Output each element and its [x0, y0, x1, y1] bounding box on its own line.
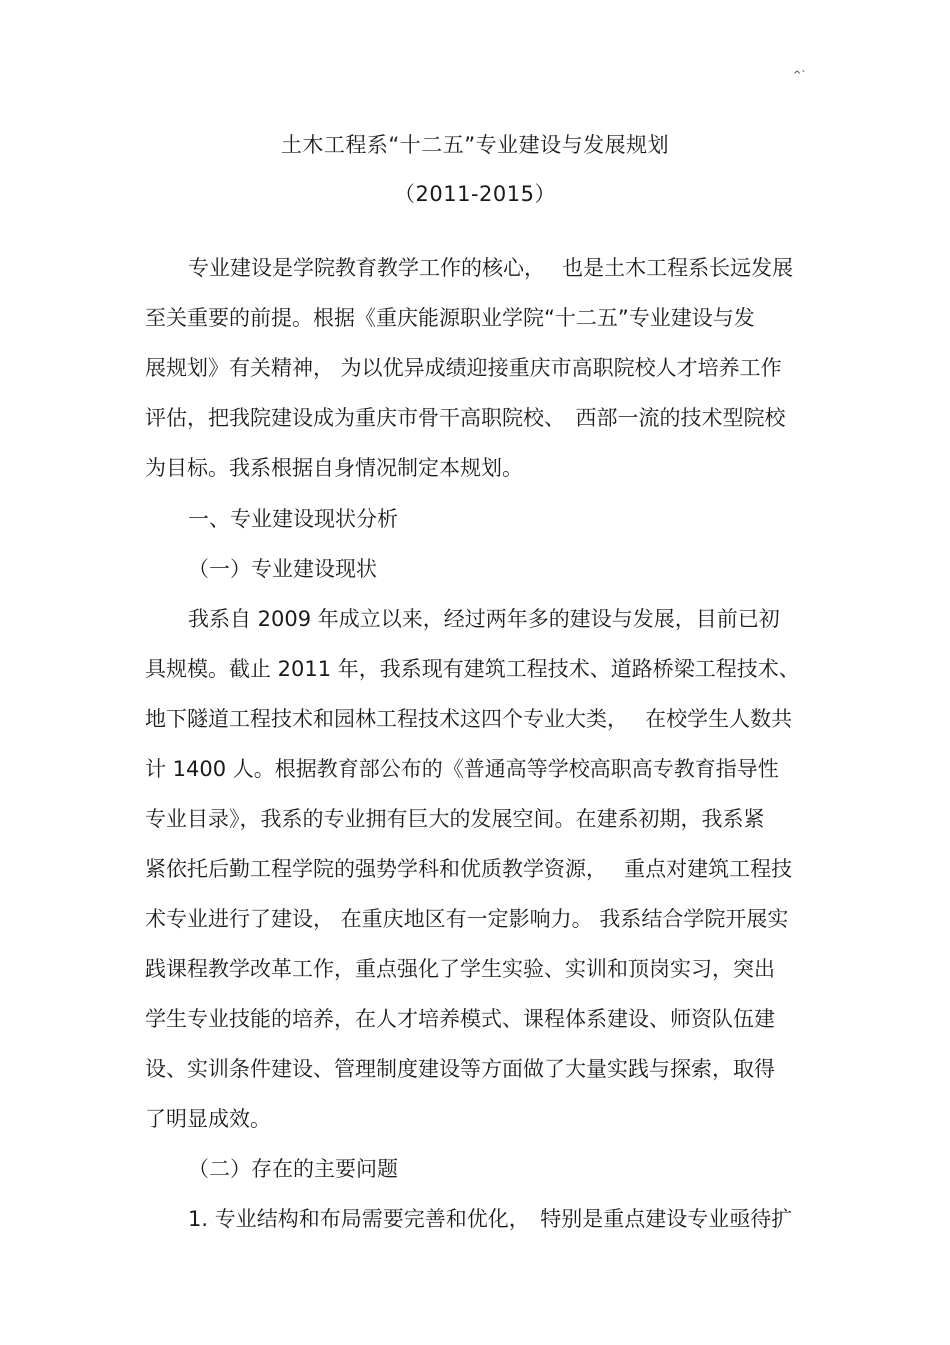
- paragraph-line: 我系自 2009 年成立以来，经过两年多的建设与发展，目前已初: [188, 607, 780, 631]
- paragraph-line: 了明显成效。: [145, 1107, 271, 1131]
- paragraph-line: 设、实训条件建设、管理制度建设等方面做了大量实践与探索，取得: [145, 1057, 775, 1081]
- document-title: 土木工程系“十二五”专业建设与发展规划: [280, 133, 670, 157]
- paragraph-line: 践课程教学改革工作，重点强化了学生实验、实训和顶岗实习，突出: [145, 957, 775, 981]
- paragraph-line: 计 1400 人。根据教育部公布的《普通高等学校高职高专教育指导性: [145, 757, 779, 781]
- subsection-heading: （一）专业建设现状: [188, 557, 377, 581]
- paragraph-line: 为目标。我系根据自身情况制定本规划。: [145, 456, 523, 480]
- paragraph-line: 具规模。截止 2011 年，我系现有建筑工程技术、道路桥梁工程技术、: [145, 657, 800, 681]
- paragraph-line: 学生专业技能的培养，在人才培养模式、课程体系建设、师资队伍建: [145, 1007, 775, 1031]
- subsection-heading: （二）存在的主要问题: [188, 1157, 398, 1181]
- paragraph-line: 评估，把我院建设成为重庆市骨干高职院校、 西部一流的技术型院校: [145, 406, 786, 430]
- paragraph-line: 紧依托后勤工程学院的强势学科和优质教学资源， 重点对建筑工程技: [145, 857, 793, 881]
- section-heading: 一、专业建设现状分析: [188, 507, 398, 531]
- paragraph-line: 至关重要的前提。根据《重庆能源职业学院“十二五”专业建设与发: [145, 306, 755, 330]
- paragraph-line: 专业目录》，我系的专业拥有巨大的发展空间。在建系初期，我系紧: [145, 807, 765, 831]
- paragraph-line: 展规划》有关精神， 为以优异成绩迎接重庆市高职院校人才培养工作: [145, 356, 782, 380]
- paragraph-line: 地下隧道工程技术和园林工程技术这四个专业大类， 在校学生人数共: [145, 707, 793, 731]
- document-subtitle: （2011-2015）: [394, 182, 556, 206]
- paragraph-line: 1. 专业结构和布局需要完善和优化， 特别是重点建设专业亟待扩: [188, 1207, 793, 1231]
- corner-mark: ^`: [793, 70, 807, 81]
- paragraph-line: 术专业进行了建设， 在重庆地区有一定影响力。 我系结合学院开展实: [145, 907, 789, 931]
- paragraph-line: 专业建设是学院教育教学工作的核心， 也是土木工程系长远发展: [188, 256, 794, 280]
